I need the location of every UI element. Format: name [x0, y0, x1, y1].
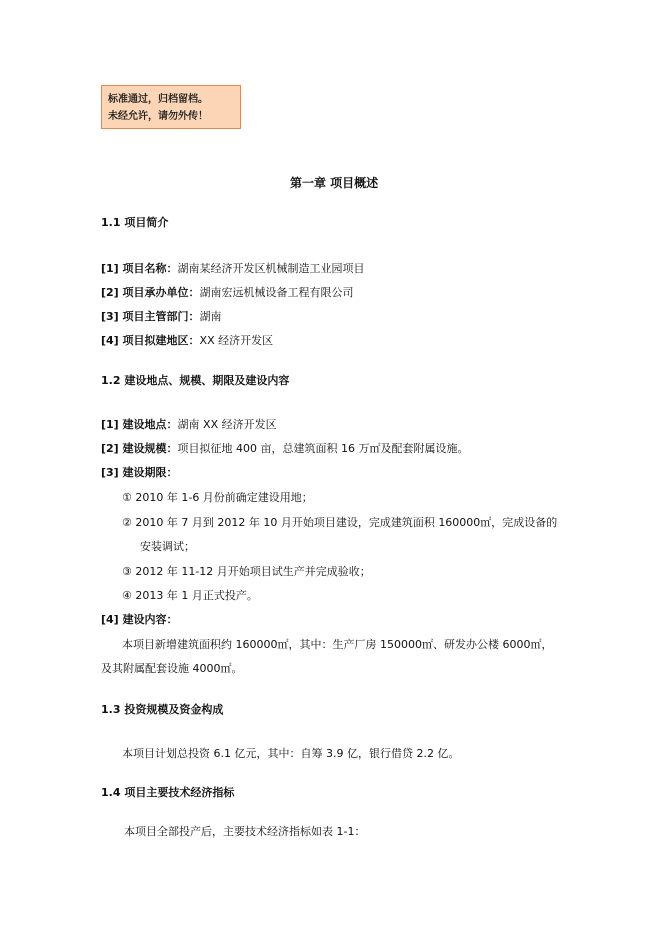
field-value: 湖南 XX 经济开发区: [177, 418, 277, 431]
field-value: 湖南某经济开发区机械制造工业园项目: [177, 262, 365, 275]
field-label: [1] 建设地点：: [101, 418, 178, 431]
chapter-title: 第一章 项目概述: [290, 176, 379, 190]
indicators-text: 本项目全部投产后，主要技术经济指标如表 1-1：: [124, 825, 366, 838]
field-label: [3] 项目主管部门：: [101, 310, 200, 323]
period-item-4: ④ 2013 年 1 月正式投产。: [122, 589, 258, 602]
construction-content-line-2: 及其附属配套设施 4000㎡。: [101, 662, 243, 675]
field-label: [2] 建设规模：: [101, 442, 178, 455]
project-region-row: [101, 333, 273, 348]
construction-location-row: [101, 417, 277, 432]
field-value: 项目拟征地 400 亩，总建筑面积 16 万㎡及配套附属设施。: [177, 442, 469, 455]
project-authority-row: [101, 309, 222, 324]
period-item-3: ③ 2012 年 11-12 月开始项目试生产并完成验收；: [122, 565, 371, 578]
period-item-2: ② 2010 年 7 月到 2012 年 10 月开始项目建设，完成建筑面积 160000㎡，完成设备的: [122, 516, 558, 529]
field-label: [2] 项目承办单位：: [101, 286, 200, 299]
section-heading-1-4: 1.4 项目主要技术经济指标: [101, 786, 235, 799]
section-heading-1-1: 1.1 项目简介: [101, 216, 169, 229]
notice-line-2: 未经允许，请勿外传！: [108, 111, 208, 122]
field-value: 湖南宏远机械设备工程有限公司: [199, 286, 354, 299]
period-item-2-continued: 安装调试；: [140, 540, 195, 553]
construction-content-line-1: 本项目新增建筑面积约 160000㎡，其中：生产厂房 150000㎡、研发办公楼 6000㎡，: [122, 638, 553, 651]
field-label: [4] 项目拟建地区：: [101, 334, 200, 347]
notice-line-1: 标准通过，归档留档。: [108, 94, 208, 105]
project-organizer-row: [101, 285, 354, 300]
construction-period-label: [3] 建设期限：: [101, 466, 178, 479]
field-value: XX 经济开发区: [199, 334, 274, 347]
period-item-1: ① 2010 年 1-6 月份前确定建设用地；: [122, 491, 313, 504]
field-value: 湖南: [199, 310, 222, 323]
section-heading-1-2: 1.2 建设地点、规模、期限及建设内容: [101, 374, 290, 387]
investment-text: 本项目计划总投资 6.1 亿元，其中：自筹 3.9 亿，银行借贷 2.2 亿。: [122, 747, 460, 760]
construction-content-label: [4] 建设内容：: [101, 613, 178, 626]
project-name-row: [101, 261, 365, 276]
confidentiality-notice: [101, 85, 241, 129]
field-label: [1] 项目名称：: [101, 262, 178, 275]
section-heading-1-3: 1.3 投资规模及资金构成: [101, 703, 224, 716]
construction-scale-row: [101, 441, 469, 456]
